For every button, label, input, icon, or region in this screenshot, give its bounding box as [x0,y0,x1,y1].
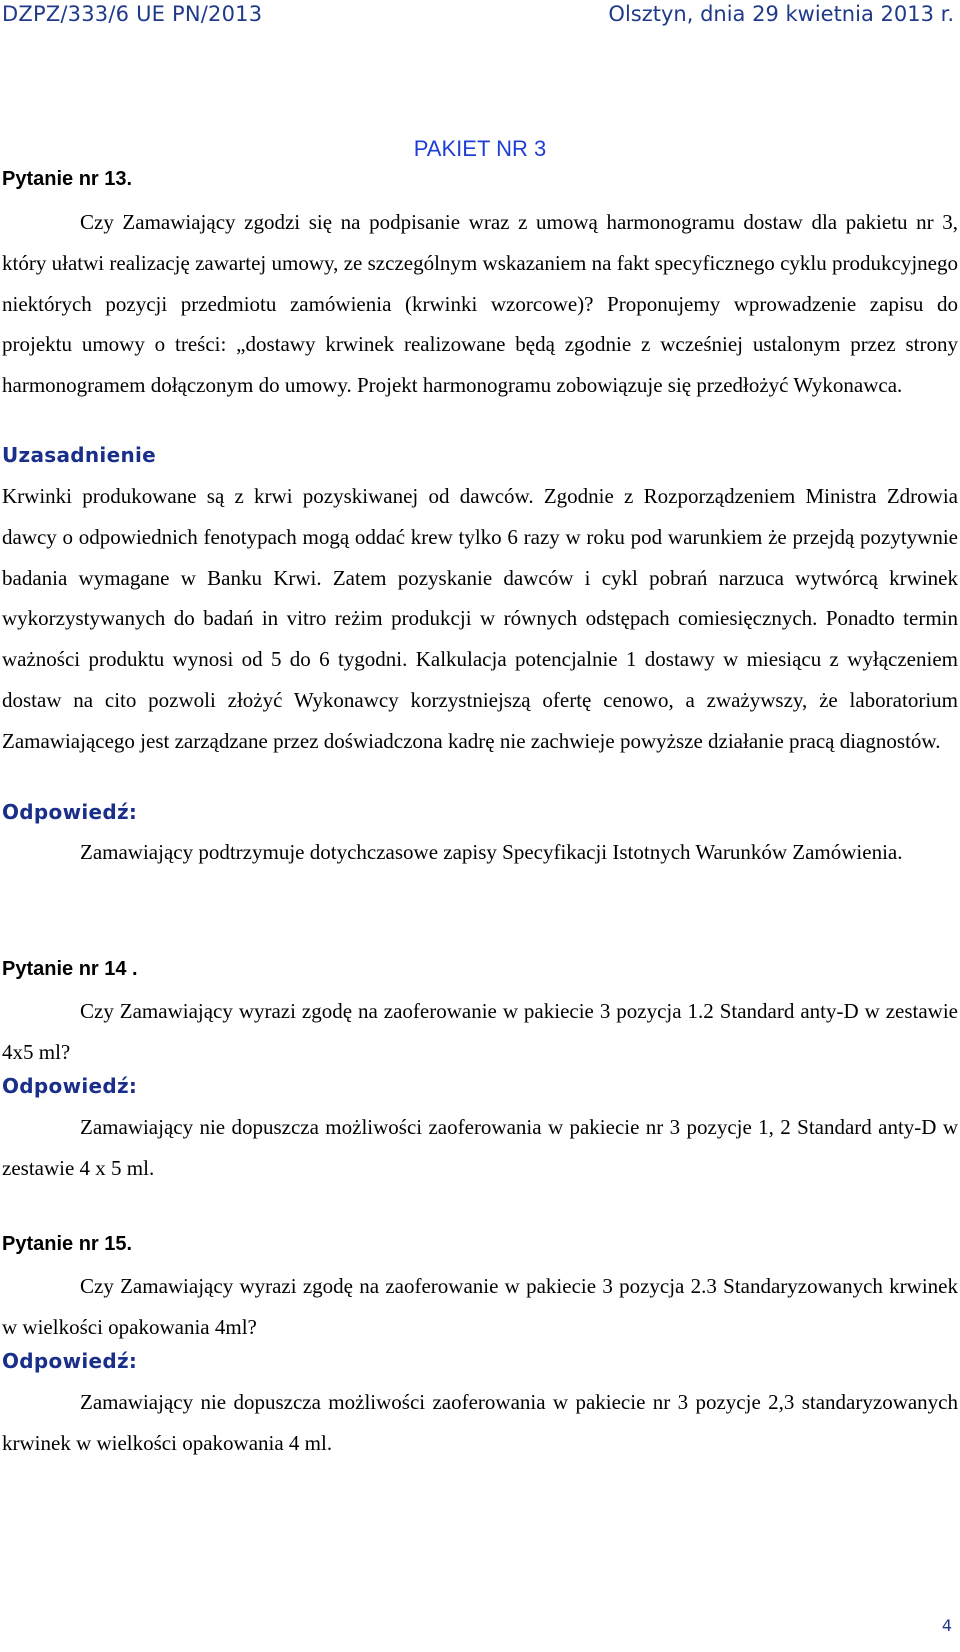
question-14-heading: Pytanie nr 14 . [2,958,138,980]
question-14-answer-heading: Odpowiedź: [2,1074,138,1098]
question-13-answer-heading: Odpowiedź: [2,800,138,824]
question-15-text: Czy Zamawiający wyrazi zgodę na zaoferowanie w pakiecie 3 pozycja 2.3 Standaryzowanych krwinek w wielkości opakowania 4ml? [2,1274,958,1339]
question-13-answer-text: Zamawiający podtrzymuje dotychczasowe zapisy Specyfikacji Istotnych Warunków Zamówienia. [80,840,903,864]
question-15-answer-heading: Odpowiedź: [2,1349,138,1373]
question-13-text: Czy Zamawiający zgodzi się na podpisanie wraz z umową harmonogramu dostaw dla pakietu nr 3, który ułatwi realizację zawartej umowy, ze szczególnym wskazaniem na fakt specyficznego cyklu produkcyjnego niektórych pozycji przedmiotu zamówienia (krwinki wzorcowe)? Proponujemy wprowadzenie zapisu do projektu umowy o treści: „dostawy krwinek realizowane będą zgodnie z wcześniej ustalonym przez strony harmonogramem dołączonym do umowy. Projekt harmonogramu zobowiązuje się przedłożyć Wykonawca. [2,210,958,398]
place-and-date: Olsztyn, dnia 29 kwietnia 2013 r. [608,2,954,26]
question-14-text: Czy Zamawiający wyrazi zgodę na zaoferowanie w pakiecie 3 pozycja 1.2 Standard anty-D w zestawie 4x5 ml? [2,999,958,1064]
document-reference: DZPZ/333/6 UE PN/2013 [2,2,263,26]
question-15-answer-text: Zamawiający nie dopuszcza możliwości zaoferowania w pakiecie nr 3 pozycje 2,3 standaryzowanych krwinek w wielkości opakowania 4 ml. [2,1390,958,1455]
question-15-heading: Pytanie nr 15. [2,1233,133,1255]
question-14-answer-text: Zamawiający nie dopuszcza możliwości zaoferowania w pakiecie nr 3 pozycje 1, 2 Standard anty-D w zestawie 4 x 5 ml. [2,1115,958,1180]
justification-heading: Uzasadnienie [2,443,157,467]
page-title: PAKIET NR 3 [413,136,547,161]
question-13-heading: Pytanie nr 13. [2,168,133,190]
justification-text: Krwinki produkowane są z krwi pozyskiwanej od dawców. Zgodnie z Rozporządzeniem Ministra Zdrowia dawcy o odpowiednich fenotypach mogą oddać krew tylko 6 razy w roku pod warunkiem że przejdą pozytywnie badania wymagane w Banku Krwi. Zatem pozyskanie dawców i cykl pobrań narzuca wytwórcą krwinek wykorzystywanych do badań in vitro reżim produkcji w równych odstępach comiesięcznych. Ponadto termin ważności produktu wynosi od 5 do 6 tygodni. Kalkulacja potencjalnie 1 dostawy w miesiącu z wyłączeniem dostaw na cito pozwoli złożyć Wykonawcy korzystniejszą ofertę cenowo, a zważywszy, że laboratorium Zamawiającego jest zarządzane przez doświadczona kadrę nie zachwieje powyższe działanie pracą diagnostów. [2,484,958,753]
page-number: 4 [941,1616,952,1635]
